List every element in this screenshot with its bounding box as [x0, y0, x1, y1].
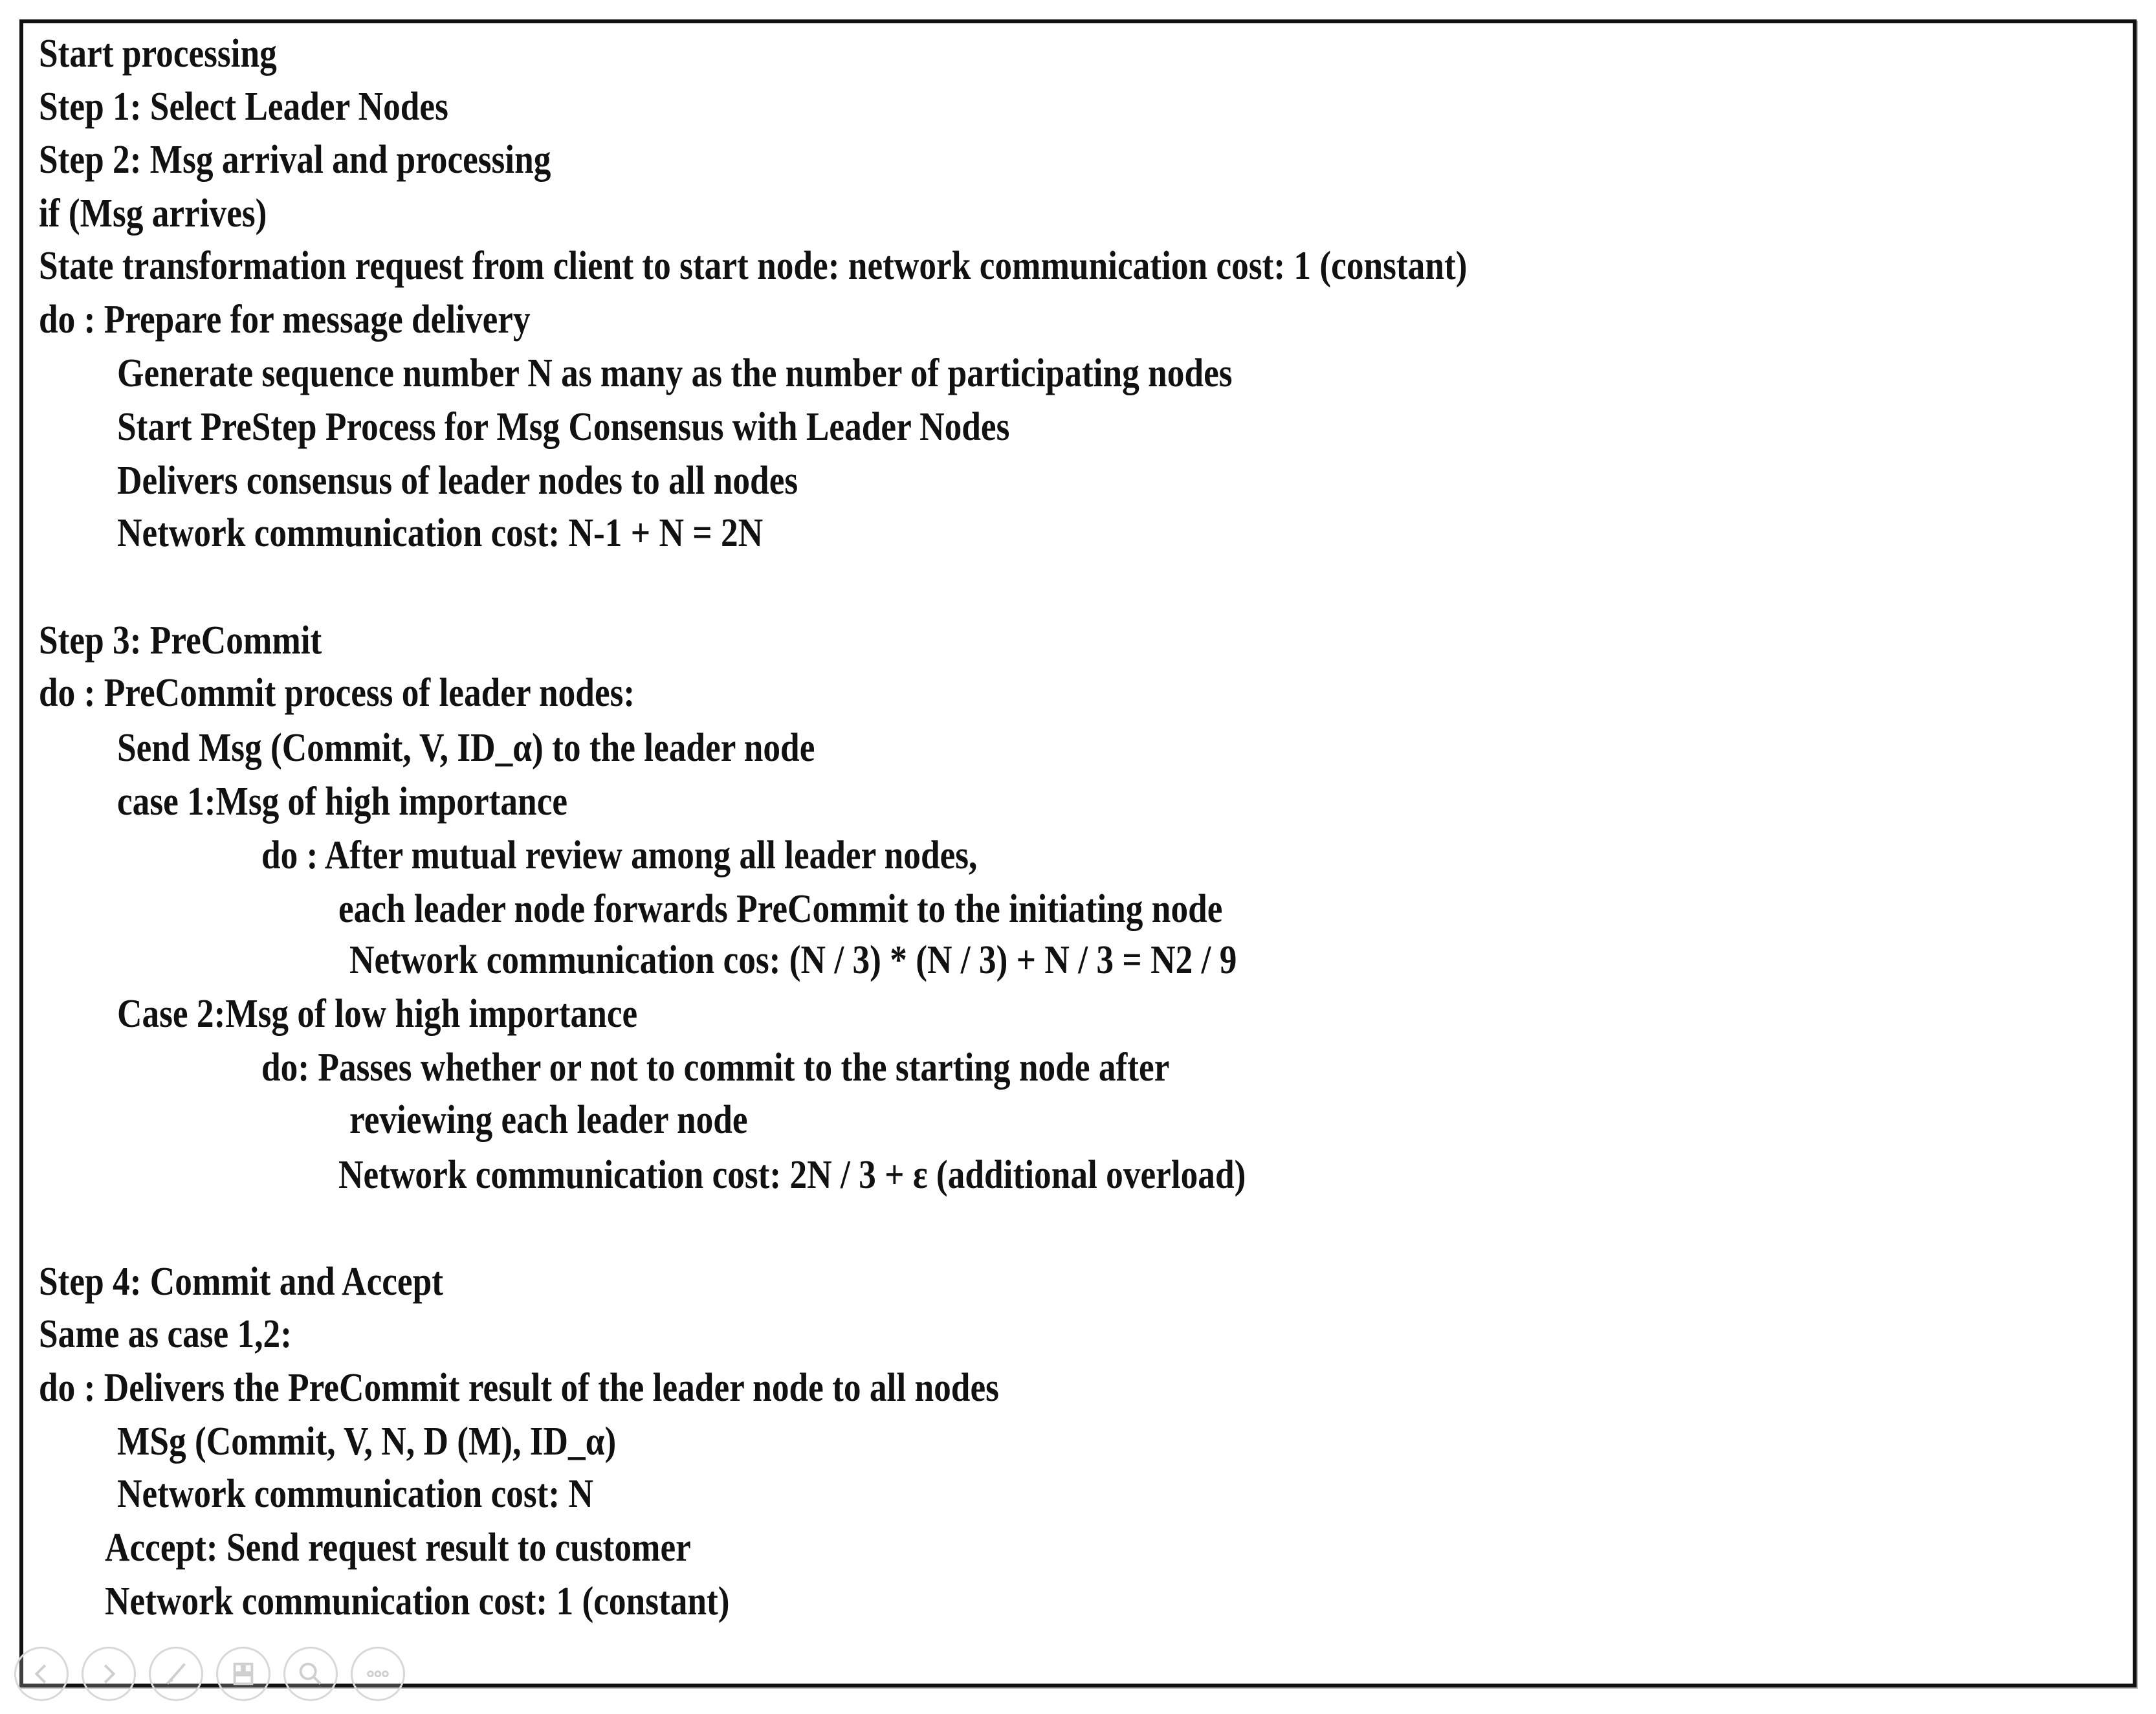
slides-button[interactable] — [216, 1647, 270, 1701]
line-state-transformation: State transformation request from client to start node: network communication cost: 1 (constant) — [39, 244, 1468, 288]
line-cost-n: Network communication cost: N — [117, 1472, 593, 1516]
zoom-button[interactable] — [283, 1647, 338, 1701]
line-cost-n2-9: Network communication cos: (N / 3) * (N / 3) + N / 3 = N2 / 9 — [349, 938, 1237, 982]
line-do-delivers-result: do : Delivers the PreCommit result of the leader node to all nodes — [39, 1366, 999, 1410]
more-button[interactable] — [351, 1647, 405, 1701]
line-msg-commit: MSg (Commit, V, N, D (M), ID_α) — [117, 1420, 617, 1464]
line-do-mutual-review: do : After mutual review among all leader nodes, — [261, 833, 978, 877]
line-send-msg: Send Msg (Commit, V, ID_α) to the leader node — [117, 726, 815, 770]
viewer-toolbar — [14, 1647, 405, 1701]
line-reviewing-each: reviewing each leader node — [349, 1098, 748, 1142]
line-same-as-case: Same as case 1,2: — [39, 1312, 292, 1356]
annotate-button[interactable] — [149, 1647, 203, 1701]
chevron-right-icon — [94, 1659, 124, 1689]
magnifier-icon — [296, 1659, 325, 1689]
line-delivers-consensus: Delivers consensus of leader nodes to all nodes — [117, 459, 798, 503]
line-do-passes: do: Passes whether or not to commit to the starting node after — [261, 1046, 1170, 1090]
line-do-precommit: do : PreCommit process of leader nodes: — [39, 671, 635, 715]
grid-icon — [228, 1659, 258, 1689]
line-case1: case 1:Msg of high importance — [117, 780, 568, 824]
line-if-msg-arrives: if (Msg arrives) — [39, 192, 267, 236]
line-step4: Step 4: Commit and Accept — [39, 1260, 443, 1304]
line-cost-2n3: Network communication cost: 2N / 3 + ε (additional overload) — [338, 1153, 1246, 1197]
line-case2: Case 2:Msg of low high importance — [117, 992, 638, 1036]
next-button[interactable] — [82, 1647, 136, 1701]
line-start-prestep: Start PreStep Process for Msg Consensus with Leader Nodes — [117, 405, 1010, 449]
line-step3: Step 3: PreCommit — [39, 619, 322, 663]
line-cost-2n: Network communication cost: N-1 + N = 2N — [117, 511, 764, 555]
chevron-left-icon — [27, 1659, 56, 1689]
line-cost-constant: Network communication cost: 1 (constant) — [105, 1579, 730, 1623]
line-step2: Step 2: Msg arrival and processing — [39, 138, 551, 182]
previous-button[interactable] — [14, 1647, 69, 1701]
line-step1: Step 1: Select Leader Nodes — [39, 85, 448, 129]
line-each-leader-forwards: each leader node forwards PreCommit to the initiating node — [338, 887, 1223, 931]
line-do-prepare: do : Prepare for message delivery — [39, 298, 531, 342]
line-accept: Accept: Send request result to customer — [105, 1526, 691, 1570]
line-start-processing: Start processing — [39, 32, 277, 76]
line-generate-sequence: Generate sequence number N as many as the number of participating nodes — [117, 351, 1233, 395]
more-icon — [363, 1659, 393, 1689]
pencil-icon — [161, 1659, 191, 1689]
